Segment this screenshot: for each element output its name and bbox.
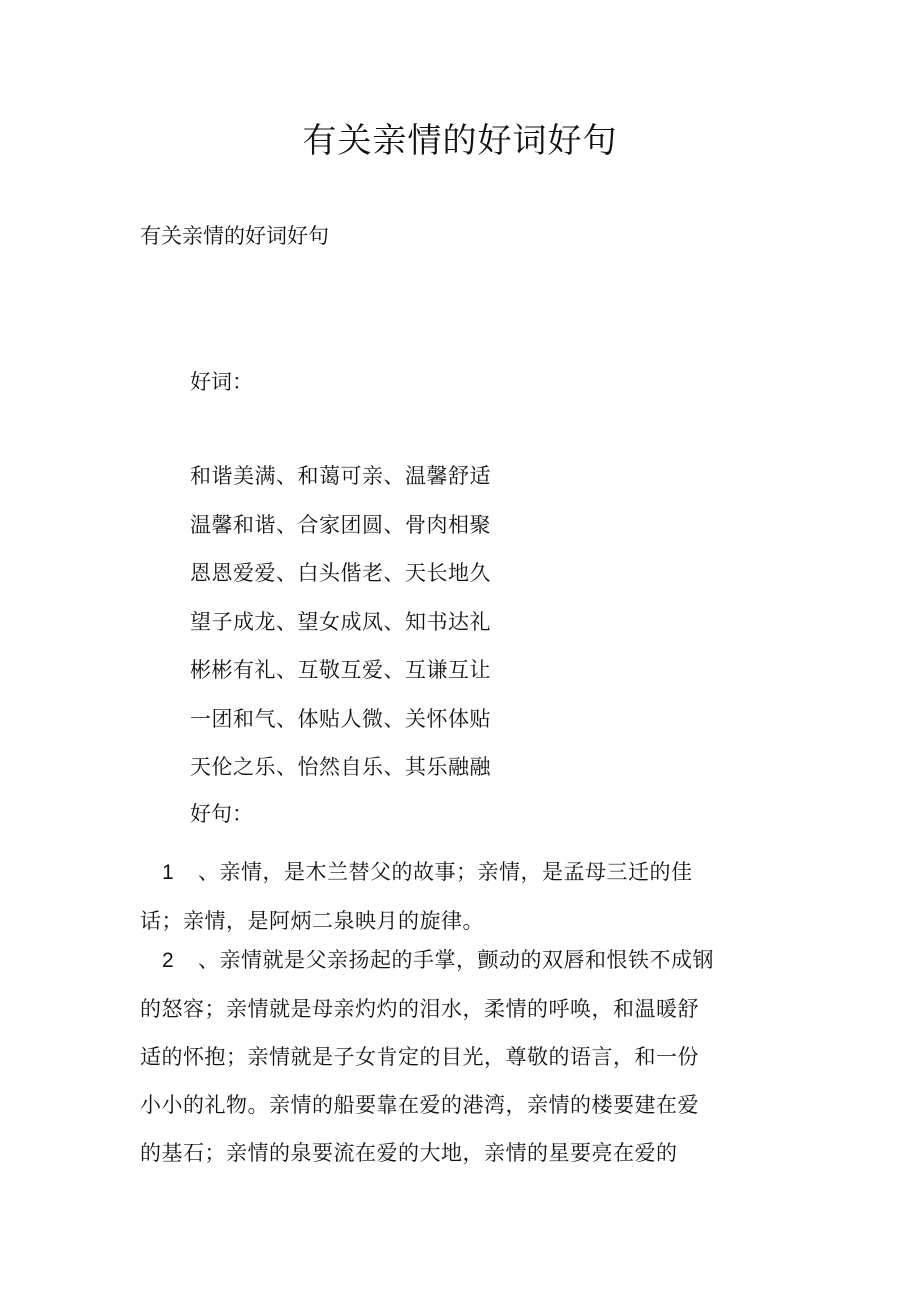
sentence-paragraph	[140, 848, 720, 945]
sentence-text: 、亲情就是父亲扬起的手掌，颤动的双唇和恨铁不成钢的怒容；亲情就是母亲灼灼的泪水，柔情的呼唤，和温暖舒适的怀抱；亲情就是子女肯定的目光，尊敬的语言，和一份小小的礼物。亲情的船要靠在爱的港湾，亲情的楼要建在爱的基石；亲情的泉要流在爱的大地，亲情的星要亮在爱的	[140, 948, 714, 1165]
sentence-number: 1	[162, 861, 175, 884]
word-group: 天伦之乐、怡然自乐、其乐融融	[190, 755, 491, 779]
word-group: 望子成龙、望女成凤、知书达礼	[190, 609, 491, 634]
word-group: 和谐美满、和蔼可亲、温馨舒适	[190, 464, 491, 488]
sentences-label: 好句：	[190, 802, 253, 826]
words-list	[190, 460, 491, 800]
word-group: 恩恩爱爱、白头偕老、天长地久	[190, 561, 491, 585]
sentence-text: 、亲情，是木兰替父的故事；亲情，是孟母三迁的佳话；亲情，是阿炳二泉映月的旋律。	[140, 860, 693, 933]
sentence-paragraph	[140, 936, 720, 1177]
document-title: 有关亲情的好词好句	[302, 121, 618, 161]
word-group: 一团和气、体贴人微、关怀体贴	[190, 706, 491, 731]
word-group: 温馨和谐、合家团圆、骨肉相聚	[190, 512, 491, 537]
word-group: 彬彬有礼、互敬互爱、互谦互让	[190, 658, 491, 682]
document-subtitle: 有关亲情的好词好句	[140, 224, 329, 248]
words-label: 好词：	[190, 370, 253, 394]
sentence-number: 2	[162, 949, 175, 972]
